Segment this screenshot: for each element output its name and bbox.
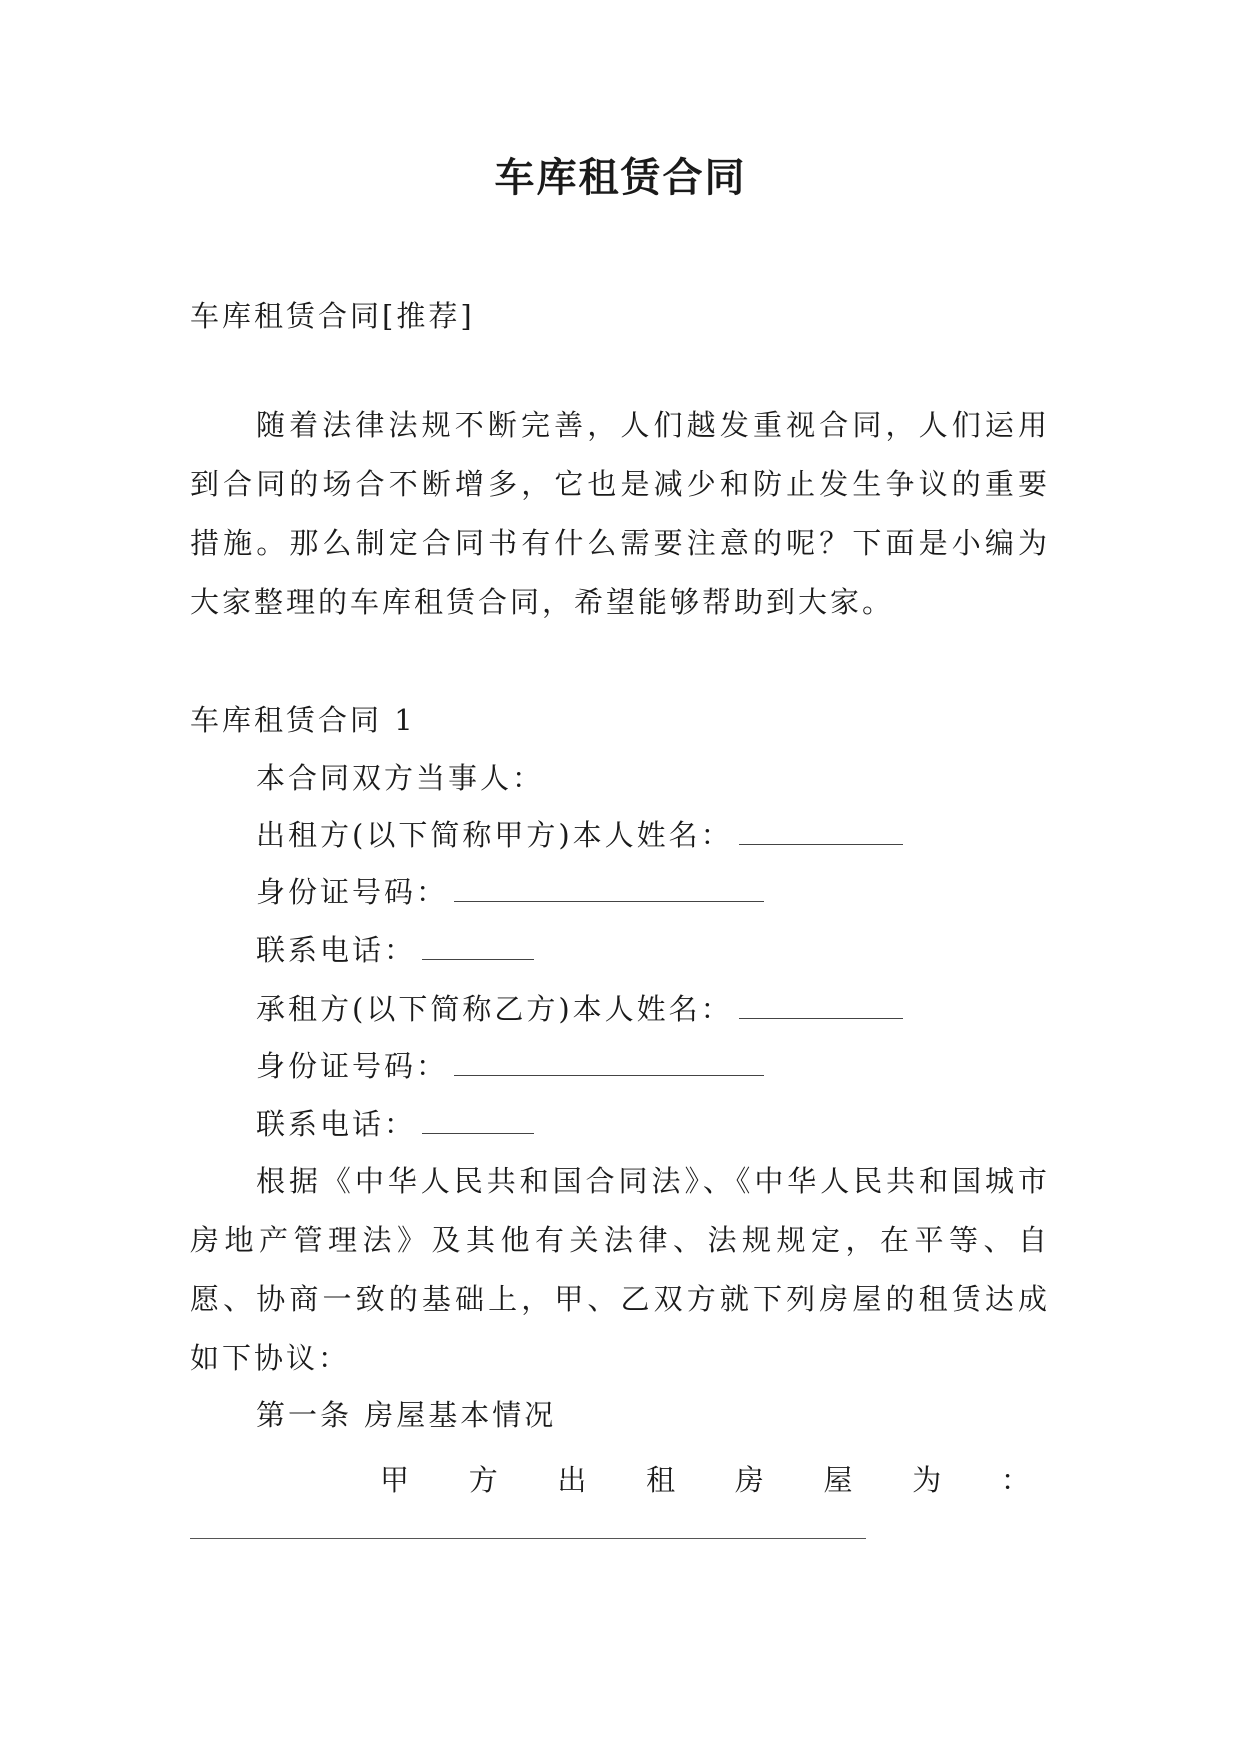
parties-intro: 本合同双方当事人： [256,761,545,795]
article1-heading: 第一条 房屋基本情况 [256,1398,557,1432]
document-subtitle: 车库租赁合同[推荐] [190,299,475,333]
article1-char: 屋 [823,1463,853,1497]
document-title: 车库租赁合同 [494,155,747,201]
lessor-id-row [256,872,764,912]
lessor-phone-blank [422,937,534,960]
lessor-id-label: 身份证号码： [256,875,449,909]
legal-basis-paragraph: 根据《中华人民共和国合同法》、《中华人民共和国城市房地产管理法》及其他有关法律、法规规定，在平等、自愿、协商一致的基础上，甲、乙双方就下列房屋的租赁达成如下协议： [190,1164,1050,1375]
lessor-phone-row [256,930,534,970]
article1-char: 为 [912,1463,942,1497]
lessee-name-row [256,989,903,1029]
lessee-name-blank [739,996,903,1019]
lessee-phone-label: 联系电话： [256,1107,417,1141]
house-address-blank [190,1538,866,1539]
article1-char: 甲 [380,1463,410,1497]
lessee-id-blank [454,1053,764,1076]
lessee-id-label: 身份证号码： [256,1049,449,1083]
article1-char: 出 [557,1463,587,1497]
lessor-id-blank [454,879,764,902]
article1-spread-line [380,1460,1030,1500]
lessor-phone-label: 联系电话： [256,933,417,967]
lessor-name-row [256,815,903,855]
lessor-name-blank [739,822,903,845]
lessee-id-row [256,1046,764,1086]
lessee-name-label: 承租方(以下简称乙方)本人姓名： [256,992,733,1026]
intro-paragraph: 随着法律法规不断完善，人们越发重视合同，人们运用到合同的场合不断增多，它也是减少和防止发生争议的重要措施。那么制定合同书有什么需要注意的呢？下面是小编为大家整理的车库租赁合同，希望能够帮助到大家。 [190,408,1050,619]
article1-char: 租 [646,1463,676,1497]
article1-char: 房 [734,1463,764,1497]
article1-char: ： [1000,1463,1030,1497]
lessor-name-label: 出租方(以下简称甲方)本人姓名： [256,818,733,852]
lessee-phone-blank [422,1111,534,1134]
lessee-phone-row [256,1104,534,1144]
section-heading: 车库租赁合同 1 [190,703,416,737]
article1-char: 方 [468,1463,498,1497]
